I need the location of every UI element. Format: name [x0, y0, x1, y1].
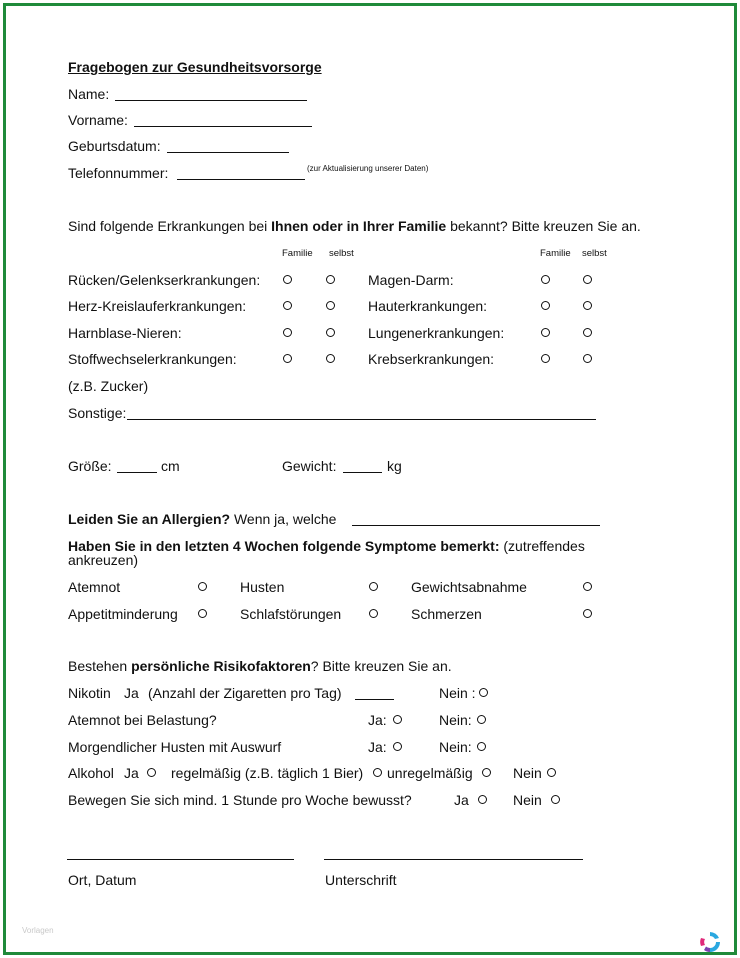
checkbox-familie[interactable] [541, 328, 550, 337]
name-field[interactable] [115, 100, 307, 101]
nikotin-ja-label: Ja [124, 685, 139, 701]
checkbox-alkohol-regel[interactable] [373, 768, 382, 777]
brand-logo-icon [698, 930, 722, 954]
checkbox-selbst[interactable] [326, 328, 335, 337]
name-label: Name: [68, 86, 110, 102]
geburtsdatum-field[interactable] [167, 152, 289, 153]
symptom-label: Schmerzen [411, 606, 482, 622]
telefon-field[interactable] [177, 179, 305, 180]
symptom-label: Schlafstörungen [240, 606, 342, 622]
risks-question: Bestehen persönliche Risikofaktoren? Bitte kreuzen Sie an. [68, 658, 452, 674]
checkbox-symptom[interactable] [198, 609, 207, 618]
checkbox-selbst[interactable] [326, 301, 335, 310]
ort-datum-label: Ort, Datum [68, 872, 137, 888]
husten-label: Morgendlicher Husten mit Auswurf [68, 739, 282, 755]
checkbox-alkohol-nein[interactable] [547, 768, 556, 777]
nikotin-label: Nikotin [68, 685, 111, 701]
atemnot-nein-label: Nein: [439, 712, 472, 728]
gewicht-unit: kg [387, 458, 402, 474]
symptoms-question-cont: ankreuzen) [68, 552, 139, 568]
allergies-question: Leiden Sie an Allergien? Wenn ja, welche [68, 511, 337, 527]
disease-label: Magen-Darm: [368, 272, 454, 288]
groesse-unit: cm [161, 458, 180, 474]
checkbox-atemnot-nein[interactable] [477, 715, 486, 724]
symptom-label: Atemnot [68, 579, 121, 595]
unterschrift-field[interactable] [324, 859, 583, 860]
checkbox-familie[interactable] [283, 301, 292, 310]
ort-datum-field[interactable] [67, 859, 294, 860]
alkohol-ja-label: Ja [124, 765, 139, 781]
checkbox-alkohol-ja[interactable] [147, 768, 156, 777]
disease-label: Herz-Kreislauferkrankungen: [68, 298, 247, 314]
checkbox-familie[interactable] [283, 275, 292, 284]
disease-label: Hauterkrankungen: [368, 298, 488, 314]
disease-label: Rücken/Gelenkserkrankungen: [68, 272, 261, 288]
checkbox-symptom[interactable] [198, 582, 207, 591]
alkohol-unregel-label: unregelmäßig [387, 765, 473, 781]
watermark-text: Vorlagen [22, 926, 54, 935]
checkbox-husten-ja[interactable] [393, 742, 402, 751]
alkohol-label: Alkohol [68, 765, 114, 781]
checkbox-selbst[interactable] [326, 275, 335, 284]
checkbox-familie[interactable] [283, 354, 292, 363]
telefon-label: Telefonnummer: [68, 165, 169, 181]
alkohol-nein-label: Nein [513, 765, 542, 781]
zigaretten-field[interactable] [355, 699, 394, 700]
col-selbst-right: selbst [582, 248, 607, 259]
symptoms-question: Haben Sie in den letzten 4 Wochen folgende Symptome bemerkt: (zutreffendes [68, 538, 585, 554]
checkbox-atemnot-ja[interactable] [393, 715, 402, 724]
husten-nein-label: Nein: [439, 739, 472, 755]
checkbox-symptom[interactable] [369, 582, 378, 591]
checkbox-selbst[interactable] [583, 354, 592, 363]
atemnot-ja-label: Ja: [368, 712, 387, 728]
sonstige-label: Sonstige: [68, 405, 127, 421]
bewegen-label: Bewegen Sie sich mind. 1 Stunde pro Woche bewusst? [68, 792, 412, 808]
col-familie-right: Familie [540, 248, 571, 259]
bewegen-nein-label: Nein [513, 792, 542, 808]
nikotin-detail: (Anzahl der Zigaretten pro Tag) [148, 685, 342, 701]
checkbox-alkohol-unregel[interactable] [482, 768, 491, 777]
checkbox-symptom[interactable] [369, 609, 378, 618]
gewicht-label: Gewicht: [282, 458, 337, 474]
checkbox-bewegen-nein[interactable] [551, 795, 560, 804]
checkbox-selbst[interactable] [583, 275, 592, 284]
checkbox-selbst[interactable] [326, 354, 335, 363]
symptom-label: Appetitminderung [68, 606, 178, 622]
bewegen-ja-label: Ja [454, 792, 469, 808]
disease-label: Stoffwechselerkrankungen: [68, 351, 237, 367]
vorname-label: Vorname: [68, 112, 128, 128]
checkbox-familie[interactable] [541, 354, 550, 363]
gewicht-field[interactable] [343, 472, 382, 473]
groesse-label: Größe: [68, 458, 112, 474]
col-familie-left: Familie [282, 248, 313, 259]
checkbox-familie[interactable] [541, 275, 550, 284]
diseases-question: Sind folgende Erkrankungen bei Ihnen oder in Ihrer Familie bekannt? Bitte kreuzen Sie an. [68, 218, 641, 234]
telefon-note: (zur Aktualisierung unserer Daten) [307, 164, 429, 173]
form-title: Fragebogen zur Gesundheitsvorsorge [68, 59, 322, 75]
groesse-field[interactable] [117, 472, 157, 473]
symptom-label: Husten [240, 579, 285, 595]
sonstige-field[interactable] [127, 419, 596, 420]
checkbox-familie[interactable] [541, 301, 550, 310]
checkbox-symptom[interactable] [583, 609, 592, 618]
husten-ja-label: Ja: [368, 739, 387, 755]
atemnot-label: Atemnot bei Belastung? [68, 712, 217, 728]
symptom-label: Gewichtsabnahme [411, 579, 527, 595]
disease-label: Krebserkrankungen: [368, 351, 495, 367]
checkbox-familie[interactable] [283, 328, 292, 337]
unterschrift-label: Unterschrift [325, 872, 397, 888]
disease-label: Lungenerkrankungen: [368, 325, 505, 341]
checkbox-selbst[interactable] [583, 301, 592, 310]
disease-label: Harnblase-Nieren: [68, 325, 182, 341]
col-selbst-left: selbst [329, 248, 354, 259]
checkbox-bewegen-ja[interactable] [478, 795, 487, 804]
vorname-field[interactable] [134, 126, 312, 127]
checkbox-symptom[interactable] [583, 582, 592, 591]
checkbox-nikotin-nein[interactable] [479, 688, 488, 697]
checkbox-selbst[interactable] [583, 328, 592, 337]
alkohol-regel-label: regelmäßig (z.B. täglich 1 Bier) [171, 765, 364, 781]
nikotin-nein-label: Nein : [439, 685, 476, 701]
geburtsdatum-label: Geburtsdatum: [68, 138, 161, 154]
allergies-field[interactable] [352, 525, 600, 526]
checkbox-husten-nein[interactable] [477, 742, 486, 751]
zucker-note: (z.B. Zucker) [68, 378, 149, 394]
